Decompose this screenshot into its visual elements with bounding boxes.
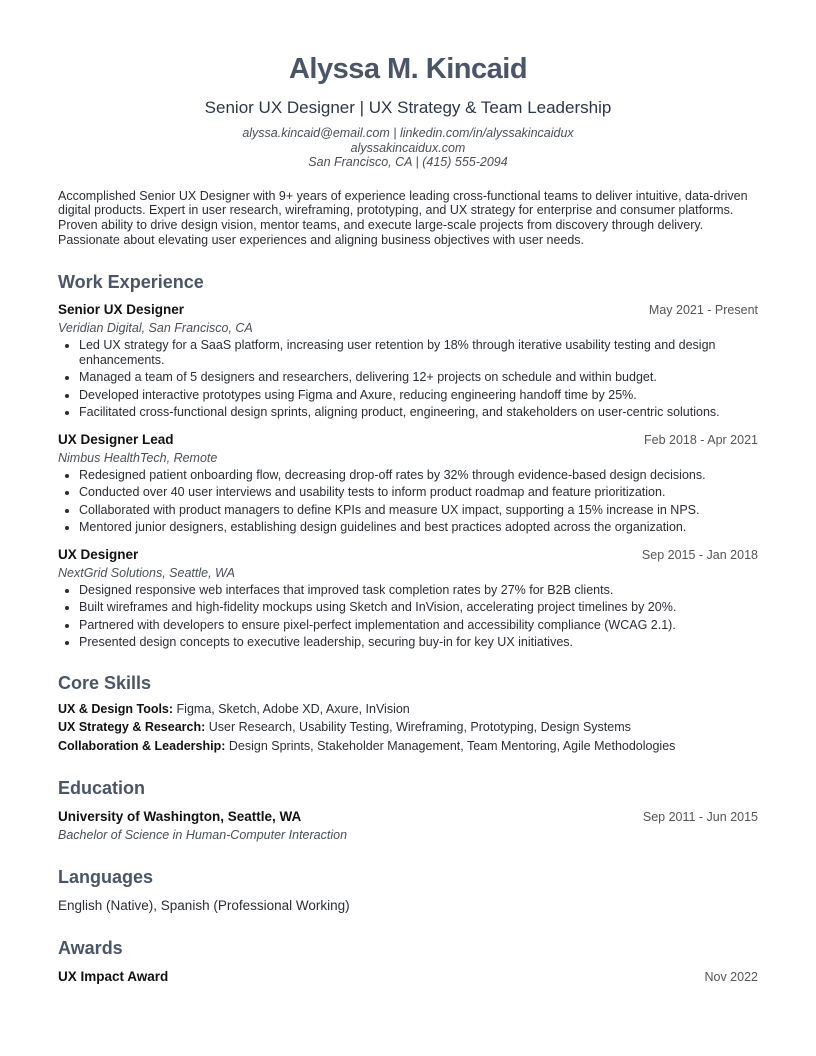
job-bullet: • Managed a team of 5 designers and researchers, delivering 12+ projects on schedule and within budget. — [79, 370, 758, 385]
job-bullet: • Collaborated with product managers to define KPIs and measure UX impact, supporting a 15% increase in NPS. — [79, 503, 758, 518]
section-title-skills: Core Skills — [58, 672, 152, 693]
award-title: UX Impact Award — [58, 969, 169, 985]
job-header — [58, 431, 758, 449]
job-header — [58, 546, 758, 564]
job-bullet: • Conducted over 40 user interviews and usability tests to inform product roadmap and feature prioritization. — [79, 485, 758, 500]
job-bullet: • Designed responsive web interfaces that improved task completion rates by 27% for B2B clients. — [79, 583, 758, 598]
job-date: Sep 2015 - Jan 2018 — [641, 547, 758, 562]
contact-block — [58, 126, 758, 170]
job-bullets — [58, 583, 758, 650]
award-entry — [58, 968, 758, 986]
job-entry — [58, 301, 758, 420]
candidate-name: Alyssa M. Kincaid — [288, 53, 528, 85]
job-bullet: • Partnered with developers to ensure pixel-perfect implementation and accessibility compliance (WCAG 2.1). — [79, 618, 758, 633]
skill-label: UX & Design Tools: — [58, 701, 174, 716]
job-organization: NextGrid Solutions, Seattle, WA — [58, 565, 235, 580]
resume-content — [58, 52, 758, 986]
skill-value: Design Sprints, Stakeholder Management, Team Mentoring, Agile Methodologies — [225, 738, 676, 753]
skill-label: Collaboration & Leadership: — [58, 738, 226, 753]
job-entry — [58, 431, 758, 535]
job-title: UX Designer — [58, 546, 139, 562]
skill-row — [58, 700, 758, 719]
job-title: UX Designer Lead — [58, 431, 174, 447]
job-organization: Veridian Digital, San Francisco, CA — [58, 321, 253, 336]
skills-list — [58, 700, 758, 756]
section-title-languages: Languages — [58, 867, 154, 888]
job-bullet: • Facilitated cross-functional design sprints, aligning product, engineering, and stakeholders on user-centric solutions. — [79, 405, 758, 420]
education-school: University of Washington, Seattle, WA — [58, 809, 302, 825]
job-organization: Nimbus HealthTech, Remote — [58, 450, 218, 465]
award-date: Nov 2022 — [704, 970, 758, 985]
education-date: Sep 2011 - Jun 2015 — [642, 810, 758, 825]
job-bullet: • Developed interactive prototypes using Figma and Axure, reducing engineering handoff time by 25%. — [79, 388, 758, 403]
job-bullet: • Built wireframes and high-fidelity mockups using Sketch and InVision, accelerating project timelines by 20%. — [79, 600, 758, 615]
section-title-education: Education — [58, 778, 146, 799]
professional-summary: Accomplished Senior UX Designer with 9+ years of experience leading cross-functional teams to deliver intuitive, data-driven digital products. Expert in user research, wireframing, prototyping, and UX strategy for enterprise and consumer platforms. Proven ability to drive design vision, mentor teams, and execute large-scale projects from discovery through delivery. Passionate about elevating user experiences and aligning business objectives with user needs. — [58, 188, 748, 247]
section-title-work: Work Experience — [58, 272, 204, 293]
contact-email-linkedin: alyssa.kincaid@email.com | linkedin.com/in/alyssakincaidux — [242, 126, 574, 140]
job-title: Senior UX Designer — [58, 302, 185, 318]
candidate-tagline: Senior UX Designer | UX Strategy & Team Leadership — [204, 98, 612, 117]
job-date: Feb 2018 - Apr 2021 — [644, 432, 758, 447]
job-header — [58, 301, 758, 319]
skill-value: Figma, Sketch, Adobe XD, Axure, InVision — [173, 701, 410, 716]
job-bullet: • Led UX strategy for a SaaS platform, increasing user retention by 18% through iterative usability testing and design enhancements. — [79, 338, 758, 367]
job-bullet: • Presented design concepts to executive leadership, securing buy-in for key UX initiatives. — [79, 635, 758, 650]
education-header — [58, 808, 758, 826]
contact-location-phone: San Francisco, CA | (415) 555-2094 — [308, 155, 508, 169]
contact-website: alyssakincaidux.com — [350, 140, 466, 155]
skill-value: User Research, Usability Testing, Wireframing, Prototyping, Design Systems — [205, 720, 631, 735]
job-entry — [58, 546, 758, 650]
section-title-awards: Awards — [58, 938, 123, 959]
job-bullets — [58, 338, 758, 420]
languages-text: English (Native), Spanish (Professional Working) — [58, 898, 350, 914]
skill-row — [58, 737, 758, 756]
education-degree: Bachelor of Science in Human-Computer Interaction — [58, 828, 348, 843]
job-bullet: • Redesigned patient onboarding flow, decreasing drop-off rates by 32% through evidence-based design decisions. — [79, 468, 758, 483]
skill-label: UX Strategy & Research: — [58, 720, 206, 735]
job-bullets — [58, 468, 758, 535]
job-bullet: • Mentored junior designers, establishing design guidelines and best practices adopted across the organization. — [79, 520, 758, 535]
skill-row — [58, 718, 758, 737]
job-date: May 2021 - Present — [648, 303, 758, 318]
